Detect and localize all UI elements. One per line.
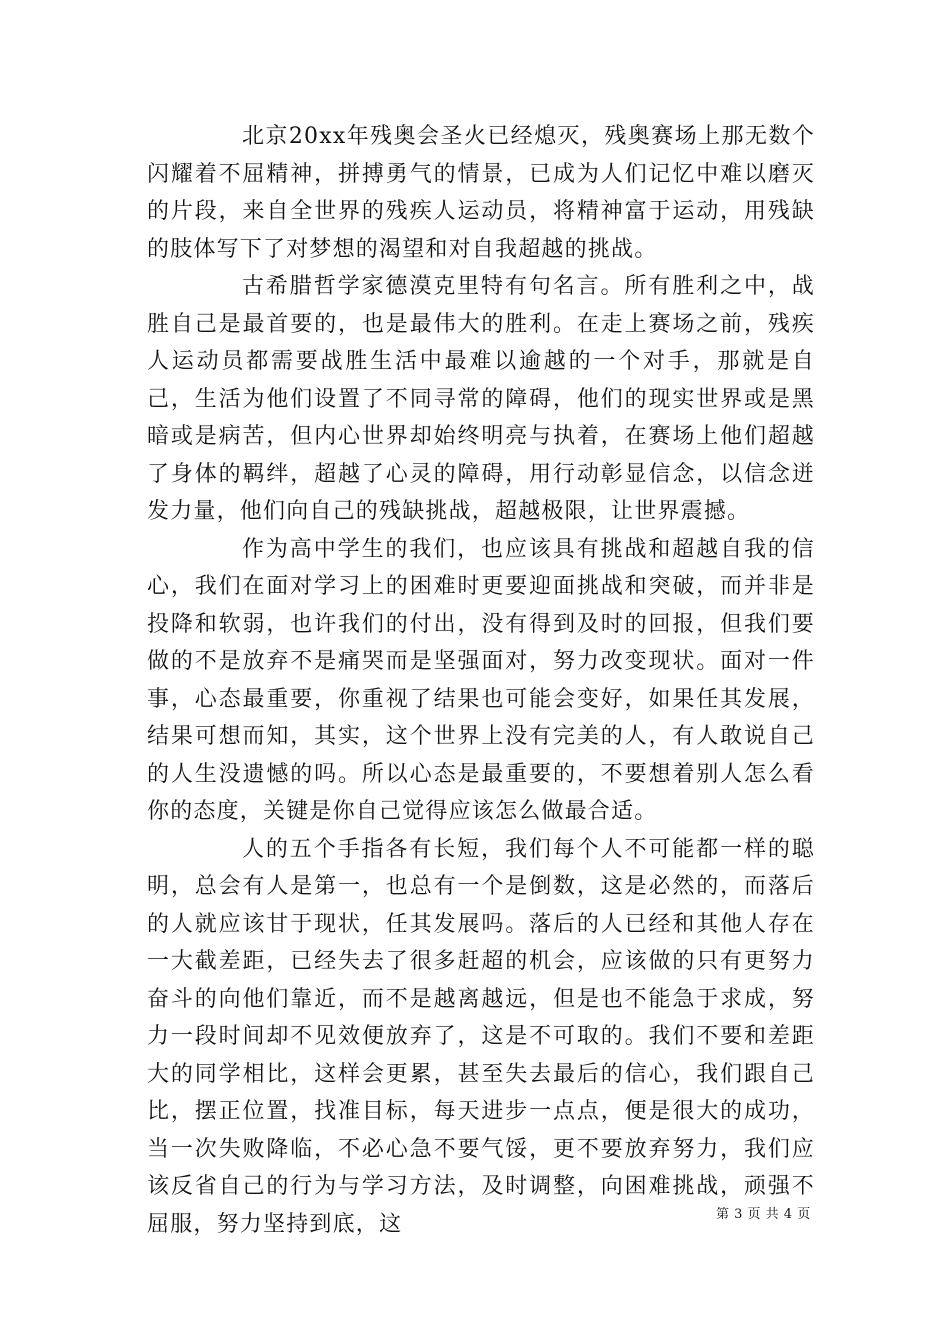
paragraph-3: 作为高中学生的我们，也应该具有挑战和超越自我的信心，我们在面对学习上的困难时更要迎面挑战和突破，而并非是投降和软弱，也许我们的付出，没有得到及时的回报，但我们要做的不是放弃不是痛哭而是坚强面对，努力改变现状。面对一件事，心态最重要，你重视了结果也可能会变好，如果任其发展，结果可想而知，其实，这个世界上没有完美的人，有人敢说自己的人生没遗憾的吗。所以心态是最重要的，不要想着别人怎么看你的态度，关键是你自己觉得应该怎么做最合适。 [147,536,815,824]
paragraph-4: 人的五个手指各有长短，我们每个人不可能都一样的聪明，总会有人是第一，也总有一个是倒数，这是必然的，而落后的人就应该甘于现状，任其发展吗。落后的人已经和其他人存在一大截差距，已经失去了很多赶超的机会，应该做的只有更努力奋斗的向他们靠近，而不是越离越远，但是也不能急于求成，努力一段时间却不见效便放弃了，这是不可取的。我们不要和差距大的同学相比，这样会更累，甚至失去最后的信心，我们跟自己比，摆正位置，找准目标，每天进步一点点，便是很大的成功，当一次失败降临，不必心急不要气馁，更不要放弃努力，我们应该反省自己的行为与学习方法，及时调整，向困难挑战，顽强不屈服，努力坚持到底，这 [147,836,815,1237]
document-body [147,118,815,1243]
paragraph-1: 北京20xx年残奥会圣火已经熄灭，残奥赛场上那无数个闪耀着不屈精神，拼搏勇气的情景，已成为人们记忆中难以磨灭的片段，来自全世界的残疾人运动员，将精神富于运动，用残缺的肢体写下了对梦想的渴望和对自我超越的挑战。 [147,124,815,262]
page-number-footer: 第 3 页 共 4 页 [716,1207,811,1222]
paragraph-2: 古希腊哲学家德漠克里特有句名言。所有胜利之中，战胜自己是最首要的，也是最伟大的胜利。在走上赛场之前，残疾人运动员都需要战胜生活中最难以逾越的一个对手，那就是自己，生活为他们设置了不同寻常的障碍，他们的现实世界或是黑暗或是病苦，但内心世界却始终明亮与执着，在赛场上他们超越了身体的羁绊，超越了心灵的障碍，用行动彰显信念，以信念迸发力量，他们向自己的残缺挑战，超越极限，让世界震撼。 [147,274,815,524]
